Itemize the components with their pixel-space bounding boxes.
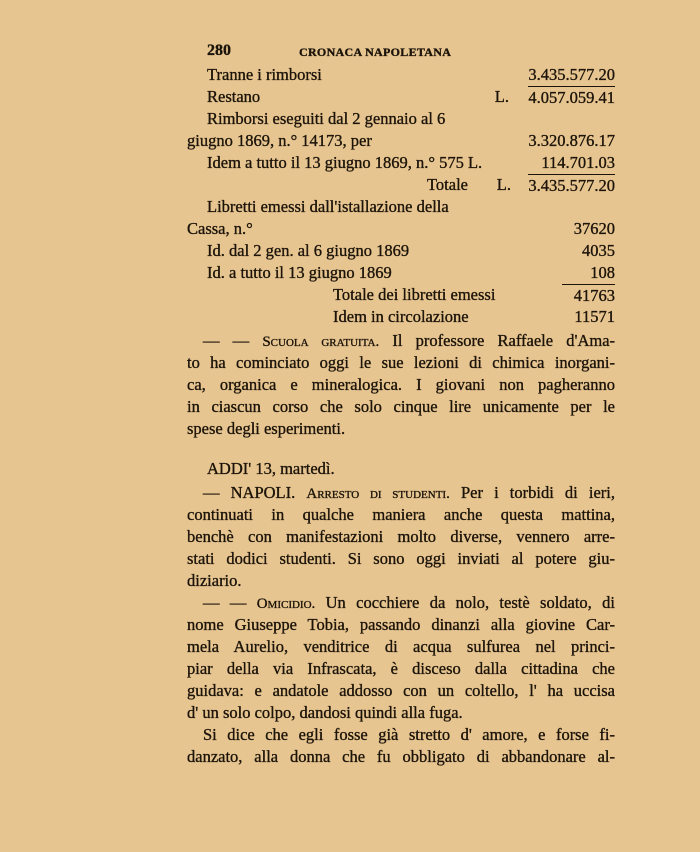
accounts-table (187, 64, 615, 328)
text-line: continuati in qualche maniera anche questa mattina, (187, 505, 615, 524)
account-value: 108 (590, 263, 615, 282)
account-row (187, 108, 615, 130)
text-line: in ciascun corso che solo cinque lire unicamente per le (187, 397, 615, 416)
text-line: stati dodici studenti. Si sono oggi inviati al potere giu- (187, 549, 615, 568)
text-line: nome Giuseppe Tobia, passando dinanzi alla giovine Car- (187, 615, 615, 634)
account-row (187, 130, 615, 152)
account-value: 41763 (562, 284, 615, 305)
account-value: 11571 (574, 307, 615, 326)
account-row (187, 86, 615, 108)
account-label: Tranne i rimborsi (207, 65, 322, 84)
text-line: Si dice che egli fosse già stretto d' amore, e forse fi- (203, 725, 615, 744)
page-header (187, 40, 615, 64)
account-row (187, 218, 615, 240)
text-line: piar della via Infrascata, è disceso dalla cittadina che (187, 659, 615, 678)
text-line: spese degli esperimenti. (187, 419, 346, 438)
account-value: 114.701.03 (541, 153, 615, 172)
text-line (187, 482, 615, 504)
text: Il professore Raffaele d'Ama- (379, 331, 616, 350)
text-line: to ha cominciato oggi le sue lezioni di chimica inorgani- (187, 353, 615, 372)
dash: — — (203, 331, 263, 350)
text-line: diziario. (187, 571, 242, 590)
running-title: CRONACA NAPOLETANA (299, 45, 452, 59)
text-line (187, 330, 615, 352)
paragraph-scuola-gratuita (187, 330, 615, 440)
account-value: 4035 (582, 241, 615, 260)
account-label: giugno 1869, n.° 14173, per (187, 131, 372, 150)
account-label: Id. dal 2 gen. al 6 giugno 1869 (207, 241, 410, 260)
account-row (187, 306, 615, 328)
account-row (187, 240, 615, 262)
account-row (187, 64, 615, 86)
account-currency: L. (494, 87, 509, 106)
account-value: 3.320.876.17 (528, 131, 615, 150)
account-label: Libretti emessi dall'istallazione della (207, 197, 449, 216)
account-label: Totale dei libretti emessi (333, 285, 496, 304)
account-row (187, 196, 615, 218)
text: — NAPOLI. (203, 483, 307, 502)
text-line: ca, organica e mineralogica. I giovani non pagheranno (187, 375, 615, 394)
account-row (187, 174, 615, 196)
account-value: 37620 (573, 219, 615, 238)
account-row (187, 152, 615, 174)
text-line: d' un solo colpo, dandosi quindi alla fuga. (187, 703, 463, 722)
account-value: 4.057.059.41 (528, 88, 615, 107)
text-line: benchè con manifestazioni molto diverse, vennero arre- (187, 527, 615, 546)
text-line (187, 592, 615, 614)
text-line: guidava: e andatole addosso con un coltello, l' ha uccisa (187, 681, 615, 700)
paragraph-si-dice (187, 724, 615, 768)
account-label: Cassa, n.° (187, 219, 253, 238)
account-label: Idem a tutto il 13 giugno 1869, n.° 575 L. (207, 153, 483, 172)
account-label: Totale (427, 175, 468, 194)
section-heading: Omicidio. (256, 596, 316, 612)
book-page (187, 40, 615, 768)
account-label: Id. a tutto il 13 giugno 1869 (207, 263, 392, 282)
account-label: Idem in circolazione (333, 307, 469, 326)
text-line: danzato, alla donna che fu obbligato di abbandonare al- (187, 747, 615, 766)
account-label: Restano (207, 87, 261, 106)
section-heading: Arresto di studenti. (306, 486, 450, 502)
account-value: 3.435.577.20 (528, 176, 615, 195)
page-number: 280 (207, 42, 231, 59)
account-row (187, 284, 615, 306)
account-currency: L. (496, 175, 511, 194)
paragraph-omicidio (187, 592, 615, 724)
date-heading: ADDI' 13, martedì. (207, 459, 335, 478)
section-heading: Scuola gratuita. (262, 334, 380, 350)
text: Per i torbidi di ieri, (449, 483, 616, 502)
account-row (187, 262, 615, 284)
account-value: 3.435.577.20 (528, 65, 615, 84)
account-label: Rimborsi eseguiti dal 2 gennaio al 6 (207, 109, 446, 128)
dash: — — (203, 593, 257, 612)
text: Un cocchiere da nolo, testè soldato, di (315, 593, 615, 612)
text-line: mela Aurelio, venditrice di acqua sulfurea nel princi- (187, 637, 615, 656)
paragraph-napoli (187, 482, 615, 592)
